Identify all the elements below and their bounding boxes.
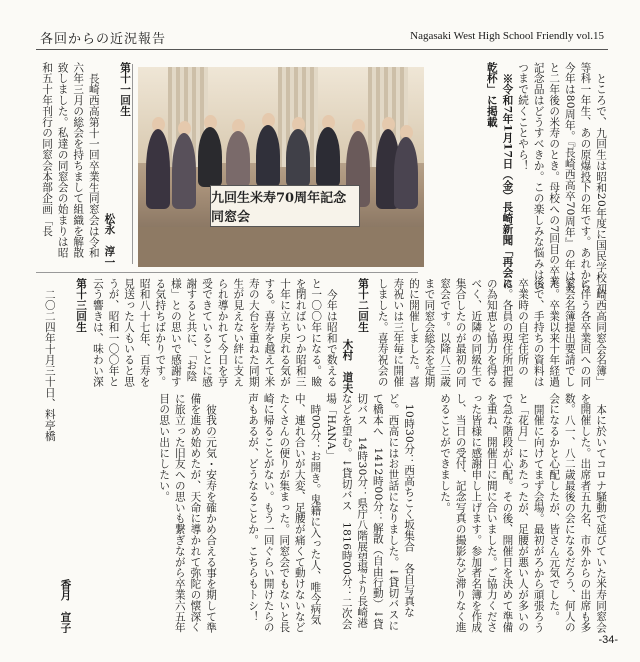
section-heading: 各回からの近況報告 bbox=[40, 32, 167, 47]
group-photo bbox=[138, 67, 424, 267]
article-reunion-report bbox=[420, 393, 608, 633]
section-title: 第十一回生 bbox=[119, 62, 131, 117]
section-divider bbox=[36, 272, 418, 273]
page-number: -34- bbox=[598, 634, 618, 646]
section-text: 二〇二四年十月三十日、料亭橋 bbox=[43, 288, 56, 442]
article-kyu-continued bbox=[426, 62, 608, 294]
page-header bbox=[0, 0, 640, 52]
article-paragraph: 崎西高同窓会名簿」に伴う各卒業回への同窓会名簿提出要請でした。卒業以来十年経過後で、手持ちの資料は卒業時の自宅住所のみ。各員の現住所把握の為知恵と協力を得るべく、近隣の同級生で集合したのが最初の同窓会です。以降八三歳まで同窓会総会を定期的に開催しました。喜寿祝いは三年毎に開催しました。喜寿祝会の bbox=[376, 278, 607, 387]
section-title: 第十二回生 bbox=[357, 278, 369, 333]
article-kyu-body bbox=[376, 278, 608, 388]
header-rule bbox=[36, 49, 608, 50]
section-title: 第十三回生 bbox=[75, 278, 87, 333]
column-divider bbox=[132, 64, 133, 264]
section-author: 木村 道夫 bbox=[341, 338, 354, 393]
section-text: 彼我の元気・安寿を確かめ合える事を期して準備を進め始めたが、天命に導かれて弥陀の懐深くに旅立った旧友への思いも繋ぎながら卒業六五年目の思い出にしたい。 bbox=[158, 393, 217, 633]
reunion-schedule bbox=[222, 393, 416, 633]
section-13 bbox=[36, 278, 88, 633]
article-paragraph: ところで、九回生は昭和20年度に国民学校初等科一年生、あの原爆投下の年です。あれから今年は80周年。『長崎西高卒70周年』の年はあと二年後の米寿のとき。母校への7回目の卒業記念品はどうすべきか。この楽しみな悩みはいつまで続くことやら！ bbox=[517, 62, 607, 294]
section-author: 香月 宣子 bbox=[59, 578, 72, 633]
article-note: ※令和7年1月17日（金）長崎新聞「再会に乾杯」に掲載 bbox=[485, 62, 514, 289]
section-12-continued bbox=[92, 393, 218, 633]
article-paragraph: 開催に向けてまず会場。最初がろから頑張ろうと「花月」にあたったが、足腰が悪い人が多いので急な階段が心配。その後、開催日を決めて準備を重ね、開催日に間に合いました。ご協力くださった皆様に感謝申し上げます。参加者名簿を作成し、当日の受付、記念写真の撮影など滞りなく進めることができました。 bbox=[439, 393, 545, 633]
reunion-banner: 九回生米寿70周年記念同窓会 bbox=[210, 185, 360, 227]
schedule-text: 10時30分：西高ちこく坂集合 各自写真など。西高にはお世話になりました。↓貸切バスにて橋本へ 1412時00分：解散（自由行動）↓貸切バス 14時30分：県庁八階展望場より長崎港などを望む。↓貸切バス 1816時00分：二次会場「HANA」 bbox=[325, 393, 415, 632]
section-text: 長崎西高第十一回卒業生同窓会は令和六年三月の総会を持ちまして組織を解散致しました。私達の同窓会の始まりは昭和五十年刊行の同窓会本部企画「長 bbox=[41, 62, 100, 259]
section-author: 松永 淳一 bbox=[103, 212, 116, 267]
article-paragraph: 時00分：お開き。鬼籍に入った人、唯今病気中、連れ合いが大変、足腰が痛くて動けないなどたくさんの便りが集まった。同窓会でもないと長崎に帰ることがない。もう一回ぐらい開けたらの声もあるが、どうなることか。こちらもトシ！ bbox=[247, 393, 322, 633]
section-text: 今年は昭和で数えると一〇〇年になる。瞼を閉ればいつか昭和三十年に立ち戻れる気がする。喜寿を越えて米寿の大台を重ねた同期生が見えない絆に支えられ導かれて今日を亨受できていることに感謝すると共に、「お陰様」との思いで感謝する気持ちばかりです。昭和八十七年、百寿を見送った人もいると思うが、昭和一〇〇年と云う響きは、味わい深 bbox=[92, 278, 338, 387]
section-11 bbox=[36, 62, 132, 267]
journal-title: Nagasaki West High School Friendly vol.15 bbox=[410, 30, 604, 42]
article-paragraph: 本に於いてコロナ騒動で延びていた米寿同窓会を開催した。出席者五九名、市外からの出席も多数。八一、八二歳最後の会になるだろう、何人の会になるかと心配したが、皆さん元気でした。 bbox=[548, 393, 607, 633]
section-12 bbox=[92, 278, 370, 393]
